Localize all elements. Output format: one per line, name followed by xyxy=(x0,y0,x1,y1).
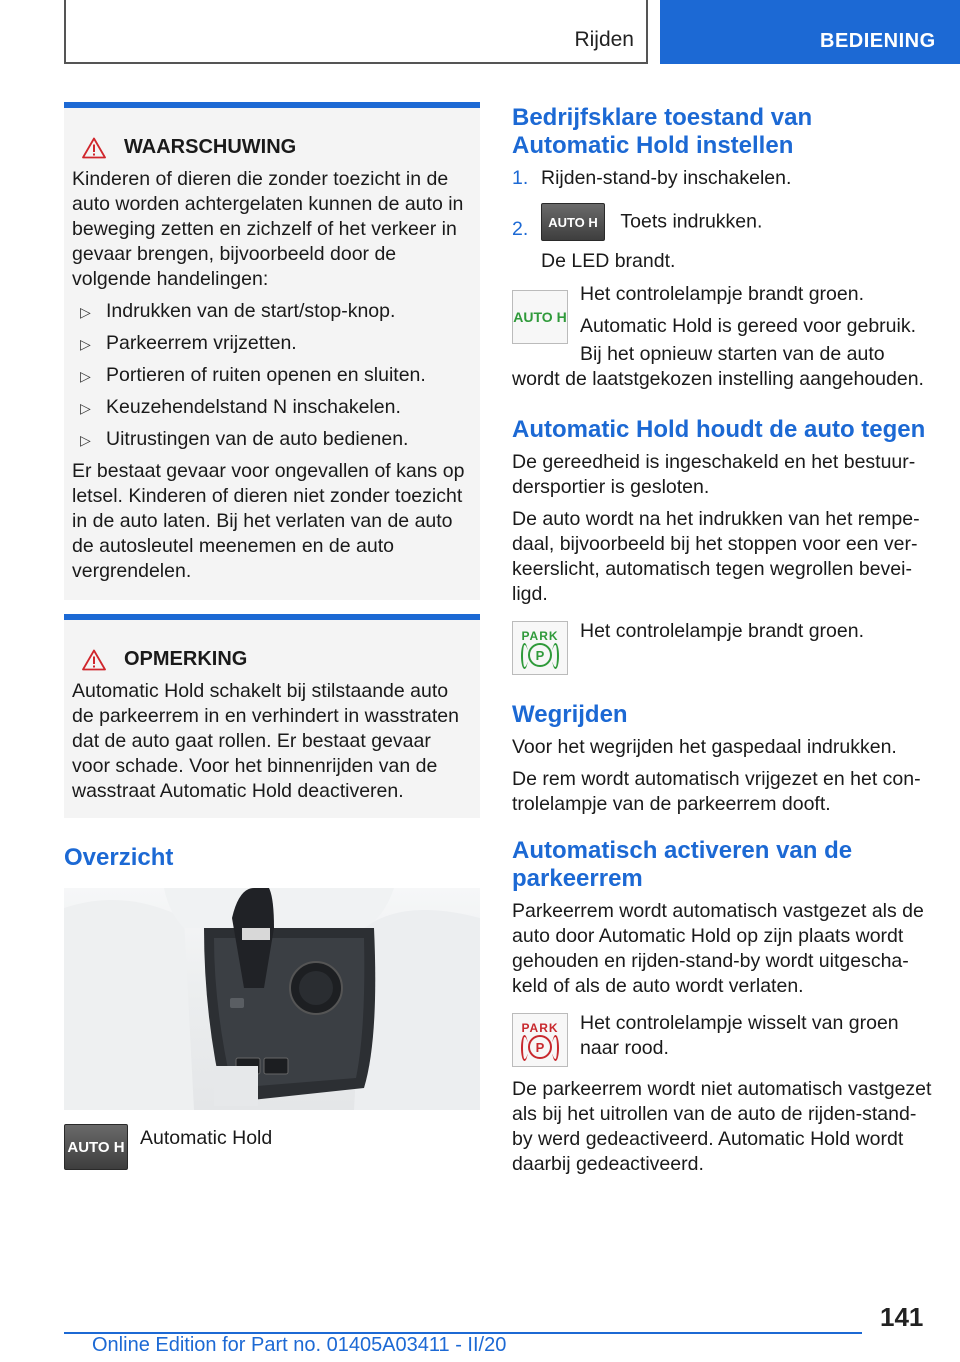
hold-heading: Automatic Hold houdt de auto tegen xyxy=(512,416,926,443)
ready-heading: Bedrijfsklare toestand van Automatic Hold instellen xyxy=(512,104,813,159)
step-text: Rijden-stand-by inschakelen. xyxy=(541,167,792,189)
auto-h-button-icon xyxy=(541,203,605,241)
warning-title xyxy=(82,136,472,159)
auto-h-button-icon xyxy=(64,1124,128,1170)
auto-h-lamp-label: AUTO H xyxy=(513,309,567,325)
lamp-text: Bij het opnieuw starten van de auto wordt de laatstgekozen instelling aangehouden. xyxy=(512,343,924,390)
led-text: De LED brandt. xyxy=(541,250,676,272)
park-green-lamp-row xyxy=(512,615,932,675)
header-section: Rijden xyxy=(574,28,634,51)
step-number: 1. xyxy=(512,167,529,189)
list-item: ▷ Parkeerrem vrijzetten. xyxy=(72,331,472,356)
park-letter: P xyxy=(535,647,545,663)
hold-paragraph: De gereedheid is ingeschakeld en het bestuurdersportier is gesloten. xyxy=(512,451,916,498)
activate-heading: Automatisch activeren van de parkeerrem xyxy=(512,837,853,892)
park-red-lamp-row xyxy=(512,1007,932,1067)
list-item: ▷ Indrukken van de start/stop-knop. xyxy=(72,299,472,324)
drive-heading: Wegrijden xyxy=(512,701,628,728)
right-column xyxy=(512,100,932,1184)
lamp-text: Het controlelampje brandt groen. xyxy=(580,620,864,642)
auto-h-label: AUTO H xyxy=(548,214,598,230)
park-red-indicator-icon xyxy=(512,1013,568,1067)
hold-paragraph: De auto wordt na het indrukken van het rempedaal, bijvoorbeeld bij het stoppen voor een verkeerslicht, automatisch tegen wegrollen beveiligd. xyxy=(512,508,920,605)
auto-h-label: AUTO H xyxy=(67,1138,125,1156)
note-text: Automatic Hold schakelt bij stilstaande auto de parkeerrem in en verhindert in wasstraten dat de auto gaat rollen. Er bestaat gevaar voor schade. Voor het binnenrijden van de wasstraat Automatic Hold deactiveren. xyxy=(72,680,459,802)
warning-box xyxy=(64,102,480,600)
park-circle xyxy=(528,1035,552,1059)
note-box xyxy=(64,614,480,818)
activate-paragraph: Parkeerrem wordt automatisch vastgezet als de auto door Automatic Hold op zijn plaats wordt gehouden en rijden-stand-by wordt uitgeschakeld of als de auto wordt verlaten. xyxy=(512,900,924,997)
lamp-text: Het controlelampje brandt groen. xyxy=(580,283,864,305)
step-item xyxy=(512,166,932,191)
drive-paragraph: De rem wordt automatisch vrijgezet en het controlelampje van de parkeerrem dooft. xyxy=(512,768,921,815)
header-chapter-tab xyxy=(660,0,960,64)
center-console-illustration xyxy=(64,888,480,1110)
warning-list xyxy=(72,299,472,452)
warning-triangle-icon xyxy=(82,137,106,159)
center-console-photo xyxy=(64,888,480,1110)
lamp-text: Automatic Hold is gereed voor gebruik. xyxy=(580,315,917,337)
note-title-text: OPMERKING xyxy=(124,648,248,670)
list-item: ▷ Keuzehendelstand N inschakelen. xyxy=(72,395,472,420)
note-title xyxy=(82,648,472,671)
ready-steps xyxy=(512,166,932,274)
park-lamp-label: PARK xyxy=(521,1021,559,1035)
header-chapter: BEDIENING xyxy=(820,30,936,52)
footer-edition: Online Edition for Part no. 01405A03411 - II/20 xyxy=(92,1334,507,1356)
warning-triangle-icon xyxy=(82,649,106,671)
page-number: 141 xyxy=(880,1302,924,1332)
park-lamp-label: PARK xyxy=(521,629,559,643)
warning-outro: Er bestaat gevaar voor ongevallen of kans op letsel. Kinderen of dieren niet zonder toezicht in de auto laten. Bij het verlaten van de auto de autosleutel meenemen en de auto vergrendelen. xyxy=(72,460,465,582)
overview-caption: Automatic Hold xyxy=(140,1127,273,1149)
lamp-text: Het controlelampje wisselt van groen naar rood. xyxy=(580,1012,899,1059)
left-column xyxy=(64,102,480,1184)
warning-intro: Kinderen of dieren die zonder toezicht in de auto worden achtergelaten kunnen de auto in beweging zetten en zichzelf of het verkeer in gevaar brengen, bijvoorbeeld door de volgende handelingen: xyxy=(72,168,464,290)
list-item: ▷ Portieren of ruiten openen en sluiten. xyxy=(72,363,472,388)
auto-h-lamp-row xyxy=(512,282,932,342)
overview-heading: Overzicht xyxy=(64,844,174,871)
activate-paragraph: De parkeerrem wordt niet automatisch vastgezet als bij het uitrollen van de auto de rijden-stand-by werd gedeactiveerd. Automatic Hold wordt daarbij gedeactiveerd. xyxy=(512,1078,932,1175)
step-item xyxy=(512,199,932,274)
header-section-tab xyxy=(64,0,648,64)
drive-paragraph: Voor het wegrijden het gaspedaal indrukken. xyxy=(512,736,897,758)
auto-h-indicator-icon xyxy=(512,290,568,344)
overview-legend xyxy=(64,1124,480,1184)
step-text: Toets indrukken. xyxy=(620,210,763,233)
park-letter: P xyxy=(535,1039,545,1055)
park-green-indicator-icon xyxy=(512,621,568,675)
list-item: ▷ Uitrustingen van de auto bedienen. xyxy=(72,427,472,452)
step-number: 2. xyxy=(512,218,529,240)
warning-title-text: WAARSCHUWING xyxy=(124,136,297,158)
park-circle xyxy=(528,643,552,667)
